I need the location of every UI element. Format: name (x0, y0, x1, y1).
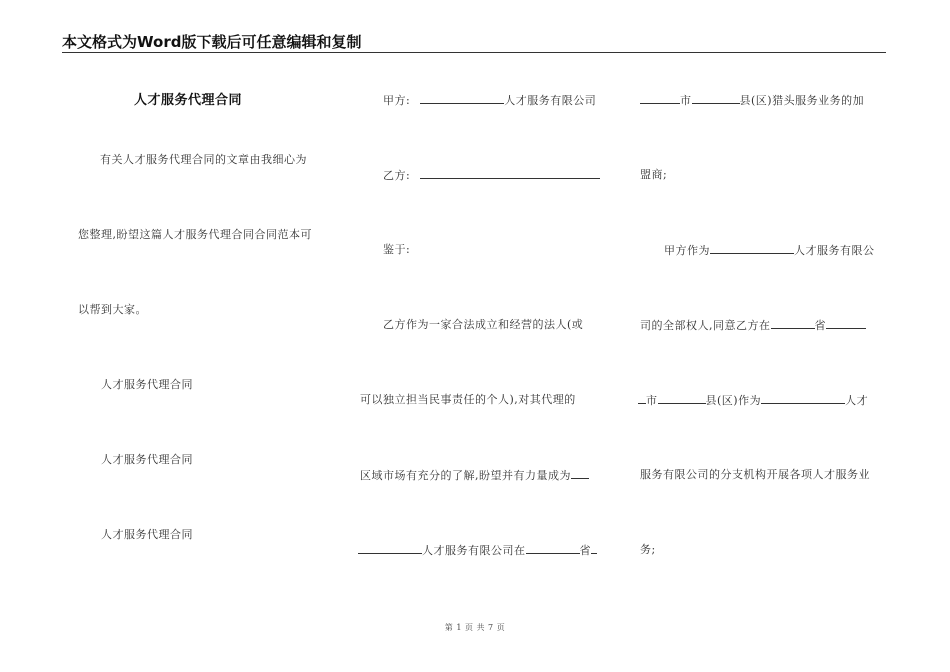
col3-line-4-blank-2 (826, 318, 866, 329)
party-a-line (383, 93, 596, 108)
col3-line-3 (664, 243, 875, 258)
col3-line-3-blank (710, 243, 794, 254)
col3-line-5-text-c: 人才 (845, 394, 869, 407)
intro-line-2: 您整理,盼望这篇人才服务代理合同合同范本可 (78, 228, 312, 241)
intro-line-3: 以帮到大家。 (78, 303, 147, 316)
party-a-suffix: 人才服务有限公司 (504, 94, 597, 107)
contract-link-2[interactable]: 人才服务代理合同 (101, 453, 193, 466)
para-1-line-3 (360, 468, 589, 483)
document-title: 人才服务代理合同 (134, 93, 243, 108)
intro-line-1: 有关人才服务代理合同的文章由我细心为 (100, 153, 307, 166)
contract-link-1[interactable]: 人才服务代理合同 (101, 378, 193, 391)
col3-line-1-blank-2 (692, 93, 740, 104)
party-a-blank (420, 93, 504, 104)
col3-line-1 (640, 93, 864, 108)
para-1-line-2: 可以独立担当民事责任的个人),对其代理的 (360, 393, 576, 406)
col3-line-5-text-b: 县(区)作为 (705, 394, 762, 407)
col3-line-3-text-b: 人才服务有限公 (794, 244, 875, 257)
party-b-label: 乙方: (383, 169, 411, 182)
col3-line-4-blank-1 (771, 318, 815, 329)
col3-line-1-blank-1 (640, 93, 680, 104)
col3-line-5-text-a: 市 (646, 394, 658, 407)
para-1-line-4-blank-3 (591, 543, 597, 554)
party-a-label: 甲方: (383, 94, 411, 107)
page-footer: 第 1 页 共 7 页 (444, 623, 506, 632)
para-1-line-4-blank-1 (358, 543, 422, 554)
col3-line-4 (640, 318, 866, 333)
col3-line-1-text-b: 县(区)猎头服务业务的加 (739, 94, 865, 107)
para-1-line-3-blank (571, 468, 589, 479)
col3-line-1-text-a: 市 (680, 94, 692, 107)
page-header: 本文格式为Word版下载后可任意编辑和复制 (62, 32, 886, 53)
para-1-line-4-text-a: 人才服务有限公司在 (422, 544, 526, 557)
col3-line-5-blank-3 (761, 393, 845, 404)
col3-line-5 (638, 393, 868, 408)
col3-line-4-text-b: 省 (814, 319, 826, 332)
para-1-line-4 (358, 543, 597, 558)
party-b-line (383, 168, 600, 183)
col3-line-2: 盟商; (640, 168, 668, 181)
para-1-line-3-text: 区域市场有充分的了解,盼望并有力量成为 (360, 469, 571, 482)
col3-line-5-blank-1 (638, 393, 646, 404)
para-1-line-1: 乙方作为一家合法成立和经营的法人(或 (383, 318, 584, 331)
col3-line-4-text-a: 司的全部权人,同意乙方在 (640, 319, 771, 332)
col3-line-5-blank-2 (658, 393, 706, 404)
col3-line-3-text-a: 甲方作为 (664, 244, 710, 257)
contract-link-3[interactable]: 人才服务代理合同 (101, 528, 193, 541)
col3-line-6: 服务有限公司的分支机构开展各项人才服务业 (640, 468, 870, 481)
whereas-label: 鉴于: (383, 243, 411, 256)
para-1-line-4-blank-2 (526, 543, 580, 554)
para-1-line-4-text-b: 省 (579, 544, 591, 557)
col3-line-7: 务; (640, 543, 656, 556)
party-b-blank (420, 168, 600, 179)
